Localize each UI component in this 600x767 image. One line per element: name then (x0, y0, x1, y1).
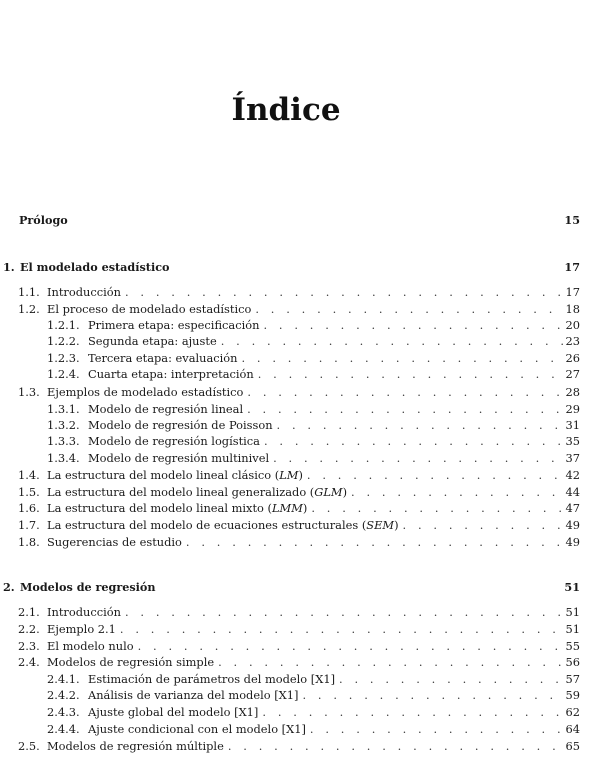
toc-entry-title: Ejemplos de modelado estadístico (47, 385, 244, 399)
title-text: La estructura del modelo de ecuaciones estructurales ( (47, 518, 367, 532)
leader-dots (273, 451, 562, 465)
toc-entry-number: 1.2.1. (47, 318, 80, 332)
toc-entry (18, 302, 580, 316)
title-text: La estructura del modelo lineal generalizado ( (47, 485, 315, 499)
toc-entry (18, 535, 580, 549)
toc-entry (18, 739, 580, 753)
leader-dots (221, 334, 563, 348)
toc-entry-page: 49 (565, 518, 580, 532)
toc-chapter-1 (3, 260, 580, 274)
closing-paren: ) (298, 468, 303, 482)
leader-dots (228, 739, 563, 753)
toc-entry-number: 1.8. (18, 535, 40, 549)
leader-dots (351, 485, 562, 499)
leader-dots (120, 622, 563, 636)
leader-dots (263, 318, 562, 332)
leader-dots (403, 518, 563, 532)
toc-entry-number: 1. (3, 260, 15, 274)
toc-entry-title: Modelo de regresión lineal (88, 402, 244, 416)
toc-entry-number: 1.5. (18, 485, 40, 499)
toc-entry (47, 688, 580, 702)
toc-entry-title: Modelo de regresión logística (88, 434, 260, 448)
toc-entry-title: Introducción (47, 605, 121, 619)
toc-entry-page: 51 (565, 605, 580, 619)
toc-entry-title: Modelos de regresión múltiple (47, 739, 224, 753)
toc-entry (18, 285, 580, 299)
closing-paren: ) (394, 518, 399, 532)
toc-entry-page: 23 (565, 334, 580, 348)
toc-entry-number: 2.1. (18, 605, 40, 619)
toc-entry-page: 65 (565, 739, 580, 753)
toc-entry-page: 57 (565, 672, 580, 686)
toc-entry-number: 1.6. (18, 501, 40, 515)
toc-entry-number: 2.4.3. (47, 705, 80, 719)
toc-entry-page: 49 (565, 535, 580, 549)
leader-dots (302, 688, 562, 702)
toc-entry-title: Primera etapa: especificación (88, 318, 260, 332)
toc-entry (47, 351, 580, 365)
toc-entry-page: 20 (565, 318, 580, 332)
toc-entry-page: 17 (564, 260, 580, 274)
toc-entry-number: 1.4. (18, 468, 40, 482)
toc-entry-title: El modelado estadístico (20, 260, 170, 274)
toc-entry-number: 2.5. (18, 739, 40, 753)
leader-dots (277, 418, 563, 432)
toc-entry-number: 1.3.1. (47, 402, 80, 416)
toc-entry-page: 59 (565, 688, 580, 702)
toc-entry-number: 1.2.3. (47, 351, 80, 365)
leader-dots (125, 285, 563, 299)
title-text: La estructura del modelo lineal mixto ( (47, 501, 272, 515)
toc-entry-page: 29 (565, 402, 580, 416)
toc-entry (47, 418, 580, 432)
toc-entry-page: 31 (565, 418, 580, 432)
toc-entry-title: El proceso de modelado estadístico (47, 302, 252, 316)
toc-entry-number: 1.2.4. (47, 367, 80, 381)
toc-entry-title: Modelos de regresión (20, 580, 156, 594)
leader-dots (339, 672, 562, 686)
toc-entry (18, 518, 580, 532)
toc-entry-page: 37 (565, 451, 580, 465)
toc-entry-page: 15 (564, 213, 580, 227)
title-text: La estructura del modelo lineal clásico ( (47, 468, 280, 482)
toc-entry-page: 62 (565, 705, 580, 719)
toc-entry-page: 64 (565, 722, 580, 736)
toc-entry (47, 318, 580, 332)
toc-entry-number: 2.2. (18, 622, 40, 636)
toc-entry-number: 2.3. (18, 639, 40, 653)
toc-entry (47, 334, 580, 348)
toc-entry-page: 42 (565, 468, 580, 482)
toc-entry (18, 385, 580, 399)
page-title: Índice (231, 92, 341, 128)
toc-entry (18, 655, 580, 669)
model-abbreviation: LMM (271, 501, 303, 515)
toc-entry (18, 485, 580, 499)
toc-entry-page: 51 (564, 580, 580, 594)
toc-entry-number: 2.4. (18, 655, 40, 669)
toc-entry (47, 451, 580, 465)
leader-dots (258, 367, 563, 381)
leader-dots (247, 402, 562, 416)
leader-dots (307, 468, 563, 482)
toc-entry-number: 1.3. (18, 385, 40, 399)
toc-entry-title: Ajuste condicional con el modelo [X1] (88, 722, 306, 736)
toc-entry-title: El modelo nulo (47, 639, 134, 653)
toc-entry (47, 402, 580, 416)
toc-entry (18, 605, 580, 619)
toc-entry-number: 2.4.1. (47, 672, 80, 686)
toc-entry-prologo (19, 213, 580, 227)
leader-dots (311, 501, 562, 515)
toc-entry-title: Prólogo (19, 213, 68, 227)
toc-entry (47, 705, 580, 719)
leader-dots (264, 434, 563, 448)
toc-entry-page: 35 (565, 434, 580, 448)
leader-dots (247, 385, 562, 399)
toc-entry-title: Modelo de regresión multinivel (88, 451, 270, 465)
model-abbreviation: LM (279, 468, 299, 482)
leader-dots (138, 639, 563, 653)
leader-dots (262, 705, 562, 719)
toc-entry-title: Tercera etapa: evaluación (88, 351, 238, 365)
closing-paren: ) (342, 485, 348, 499)
leader-dots (255, 302, 562, 316)
toc-entry (18, 639, 580, 653)
toc-entry-title (47, 468, 303, 482)
toc-entry-title (47, 518, 399, 532)
toc-entry (18, 501, 580, 515)
toc-entry-title: Modelo de regresión de Poisson (88, 418, 273, 432)
toc-entry (18, 622, 580, 636)
toc-chapter-2 (3, 580, 580, 594)
toc-entry-page: 55 (565, 639, 580, 653)
toc-entry-title (47, 501, 307, 515)
toc-entry-title: Segunda etapa: ajuste (88, 334, 217, 348)
toc-entry-title: Modelos de regresión simple (47, 655, 215, 669)
toc-entry-title: Estimación de parámetros del modelo [X1] (88, 672, 336, 686)
toc-entry-number: 1.2.2. (47, 334, 80, 348)
leader-dots (186, 535, 563, 549)
toc-entry-page: 56 (565, 655, 580, 669)
toc-entry (47, 434, 580, 448)
toc-entry-page: 47 (565, 501, 580, 515)
toc-entry (47, 367, 580, 381)
toc-entry-number: 1.3.3. (47, 434, 80, 448)
toc-entry-title: Ajuste global del modelo [X1] (88, 705, 259, 719)
toc-entry-number: 2.4.2. (47, 688, 80, 702)
toc-entry-page: 28 (565, 385, 580, 399)
toc-entry-title: Ejemplo 2.1 (47, 622, 116, 636)
toc-entry-page: 27 (565, 367, 580, 381)
leader-dots (310, 722, 563, 736)
toc-entry-number: 1.3.4. (47, 451, 80, 465)
toc-entry-number: 1.2. (18, 302, 40, 316)
toc-entry-title: Análisis de varianza del modelo [X1] (88, 688, 299, 702)
closing-paren: ) (302, 501, 308, 515)
toc-entry-number: 1.1. (18, 285, 40, 299)
model-abbreviation: SEM (366, 518, 395, 532)
toc-entry-title: Sugerencias de estudio (47, 535, 182, 549)
toc-entry-title: Cuarta etapa: interpretación (88, 367, 254, 381)
toc-entry (47, 722, 580, 736)
leader-dots (218, 655, 562, 669)
toc-entry-number: 2. (3, 580, 15, 594)
toc-entry-number: 1.3.2. (47, 418, 80, 432)
toc-entry-page: 51 (565, 622, 580, 636)
toc-entry-number: 2.4.4. (47, 722, 80, 736)
toc-entry-page: 44 (565, 485, 580, 499)
toc-entry-page: 17 (565, 285, 580, 299)
toc-entry-title: Introducción (47, 285, 121, 299)
model-abbreviation: GLM (314, 485, 343, 499)
leader-dots (125, 605, 563, 619)
leader-dots (241, 351, 562, 365)
toc-entry-title (47, 485, 347, 499)
toc-entry-number: 1.7. (18, 518, 40, 532)
toc-entry (18, 468, 580, 482)
toc-entry-page: 26 (565, 351, 580, 365)
toc-entry (47, 672, 580, 686)
toc-entry-page: 18 (565, 302, 580, 316)
